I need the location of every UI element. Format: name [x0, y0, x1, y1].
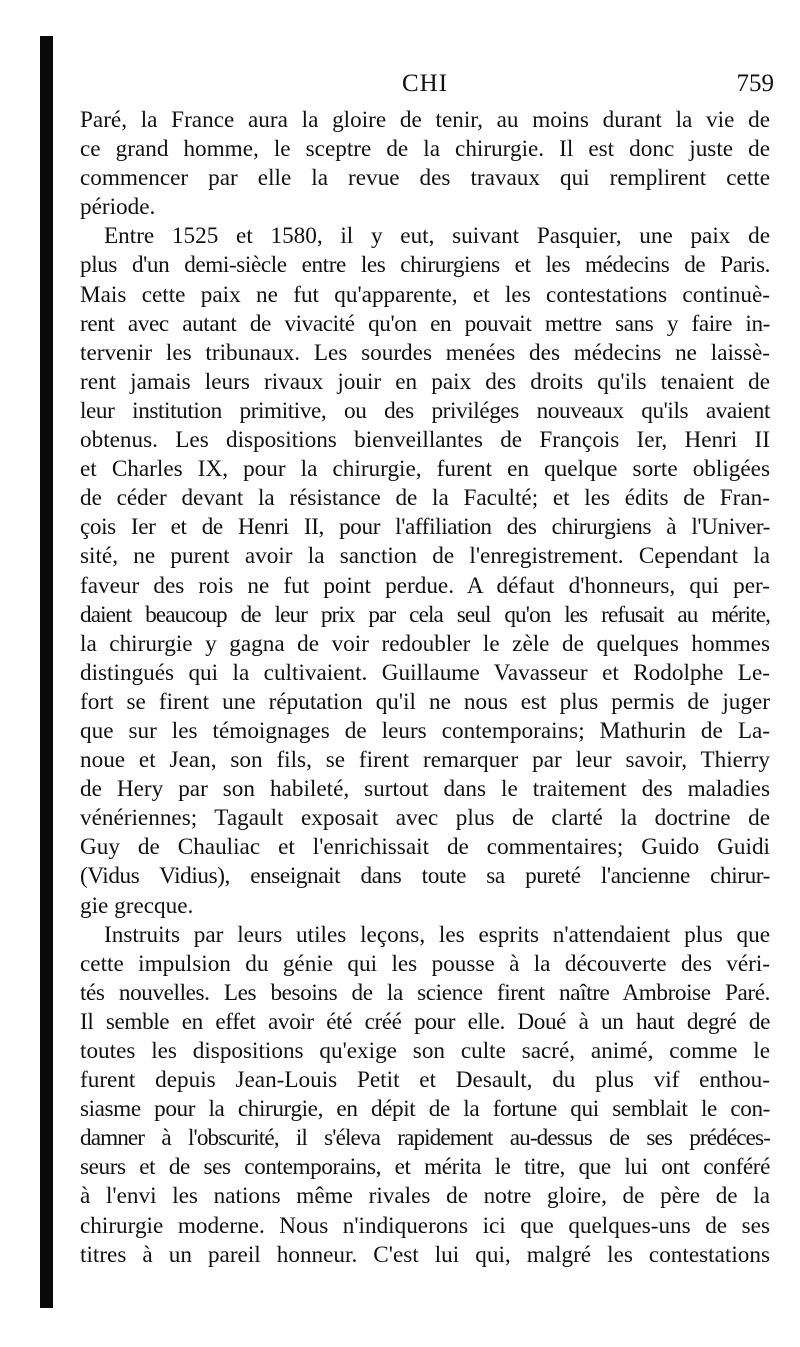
text-line: Instruits par leurs utiles leçons, les esprits n'attendaient plus que — [104, 921, 770, 948]
text-line: rent avec autant de vivacité qu'on en pouvait mettre sans y faire in- — [80, 310, 770, 337]
text-line: daient beaucoup de leur prix par cela seul qu'on les refusait au mérite, — [80, 601, 770, 628]
text-line: sité, ne purent avoir la sanction de l'enregistrement. Cependant la — [80, 543, 770, 570]
text-line: tés nouvelles. Les besoins de la science firent naître Ambroise Paré. — [80, 979, 770, 1006]
text-line: titres à un pareil honneur. C'est lui qui, malgré les contestations — [80, 1241, 770, 1268]
text-line: la chirurgie y gagna de voir redoubler le zèle de quelques hommes — [80, 630, 770, 657]
text-line: ce grand homme, le sceptre de la chirurgie. Il est donc juste de — [80, 136, 770, 163]
text-line: Il semble en effet avoir été créé pour elle. Doué à un haut degré de — [80, 1008, 770, 1035]
text-line: faveur des rois ne fut point perdue. A défaut d'honneurs, qui per- — [80, 572, 770, 599]
text-line: de Hery par son habileté, surtout dans le traitement des maladies — [80, 776, 770, 803]
text-line: obtenus. Les dispositions bienveillantes de François Ier, Henri II — [80, 427, 770, 454]
text-line: damner à l'obscurité, il s'éleva rapidement au-dessus de ses prédéces- — [80, 1125, 770, 1152]
text-line: Entre 1525 et 1580, il y eut, suivant Pasquier, une paix de — [104, 223, 770, 250]
book-spine-shadow — [40, 36, 53, 1308]
text-line: tervenir les tribunaux. Les sourdes menées des médecins ne laissè- — [80, 339, 770, 366]
text-line: Mais cette paix ne fut qu'apparente, et les contestations continuè- — [80, 281, 770, 308]
text-line: commencer par elle la revue des travaux qui remplirent cette — [80, 165, 770, 192]
text-line: période. — [80, 194, 156, 221]
running-head — [80, 70, 774, 106]
text-line: chirurgie moderne. Nous n'indiquerons ici que quelques-uns de ses — [80, 1212, 770, 1239]
text-line: de céder devant la résistance de la Faculté; et les édits de Fran- — [80, 485, 770, 512]
text-line: leur institution primitive, ou des priviléges nouveaux qu'ils avaient — [80, 397, 770, 424]
running-head-title: CHI — [401, 70, 449, 97]
body-text — [80, 106, 770, 1270]
text-line: plus d'un demi-siècle entre les chirurgiens et les médecins de Paris. — [80, 252, 770, 279]
text-line: à l'envi les nations même rivales de notre gloire, de père de la — [80, 1183, 770, 1210]
text-line: et Charles IX, pour la chirurgie, furent en quelque sorte obligées — [80, 456, 770, 483]
text-line: vénériennes; Tagault exposait avec plus de clarté la doctrine de — [80, 805, 770, 832]
text-line: siasme pour la chirurgie, en dépit de la fortune qui semblait le con- — [80, 1096, 770, 1123]
text-line: Paré, la France aura la gloire de tenir, au moins durant la vie de — [80, 107, 770, 133]
text-line: rent jamais leurs rivaux jouir en paix des droits qu'ils tenaient de — [80, 368, 770, 395]
text-line: seurs et de ses contemporains, et mérita le titre, que lui ont conféré — [80, 1154, 770, 1181]
text-line: furent depuis Jean-Louis Petit et Desault, du plus vif enthou- — [80, 1067, 770, 1094]
text-line: Guy de Chauliac et l'enrichissait de commentaires; Guido Guidi — [80, 834, 770, 861]
text-line: çois Ier et de Henri II, pour l'affiliation des chirurgiens à l'Univer- — [80, 514, 770, 541]
page-number: 759 — [736, 70, 774, 97]
book-page — [80, 70, 774, 1270]
text-line: que sur les témoignages de leurs contemporains; Mathurin de La- — [80, 717, 770, 744]
text-line: noue et Jean, son fils, se firent remarquer par leur savoir, Thierry — [80, 747, 770, 774]
text-line: gie grecque. — [80, 892, 194, 919]
text-line: fort se firent une réputation qu'il ne nous est plus permis de juger — [80, 688, 770, 715]
text-line: toutes les dispositions qu'exige son culte sacré, animé, comme le — [80, 1038, 770, 1064]
text-line: cette impulsion du génie qui les pousse à la découverte des véri- — [80, 950, 770, 977]
text-line: distingués qui la cultivaient. Guillaume Vavasseur et Rodolphe Le- — [80, 659, 770, 686]
text-line: (Vidus Vidius), enseignait dans toute sa pureté l'ancienne chirur- — [80, 863, 770, 890]
